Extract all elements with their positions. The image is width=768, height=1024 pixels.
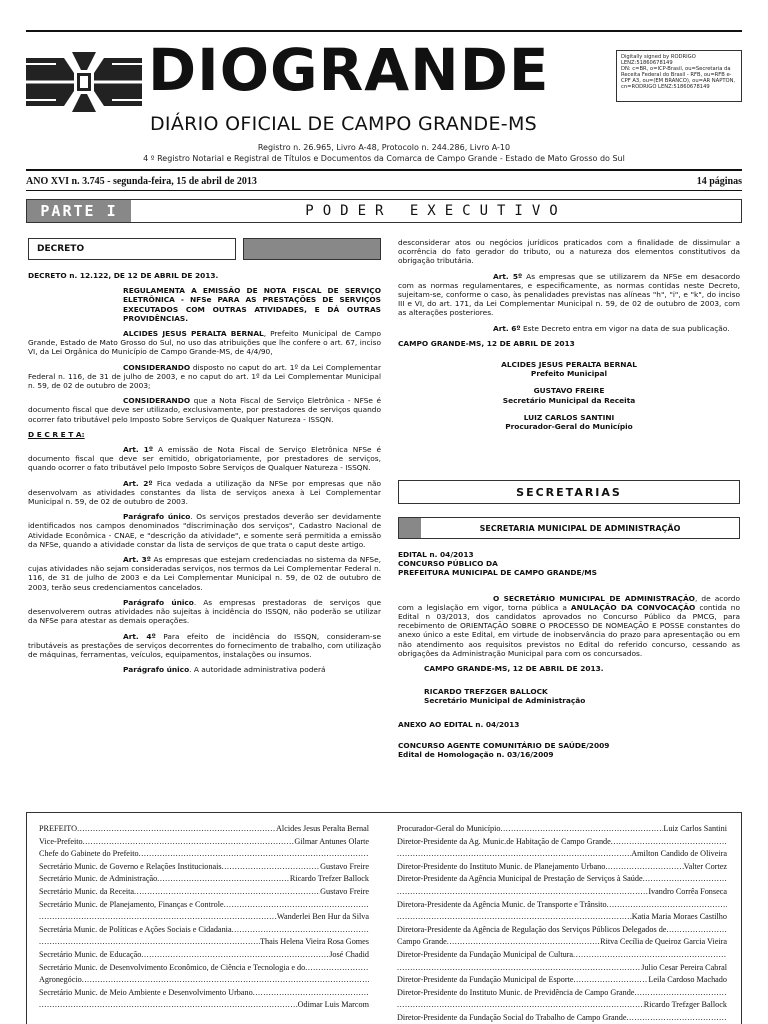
article: [398, 272, 740, 318]
place-date: CAMPO GRANDE-MS, 12 DE ABRIL DE 2013: [398, 338, 575, 348]
left-column: [28, 271, 381, 786]
leader-dots: [397, 999, 644, 1012]
officeholder-name: Amilton Candido de Oliveira: [631, 849, 727, 859]
office-title: Secretária Munic. de Políticas e Ações Sociais e Cidadania: [39, 924, 232, 934]
directory-entry: [397, 1012, 727, 1024]
directory-entry: [39, 848, 369, 861]
place-date: CAMPO GRANDE-MS, 12 DE ABRIL DE 2013.: [424, 664, 604, 674]
bold-lead: O SECRETÁRIO MUNICIPAL DE ADMINISTRAÇÃO: [493, 593, 695, 603]
bold-lead: Parágrafo único: [123, 665, 190, 675]
office-title: Secretário Munic. de Planejamento, Finanças e Controle: [39, 899, 224, 909]
office-title: Secretário Munic. da Receita: [39, 886, 135, 896]
signature-line: DN: c=BR, o=ICP-Brasil, ou=Secretaria da Receita Federal do Brasil - RFB, ou=RFB e-CPF A3, ou=(EM BRANCO), ou=AR NAPTON, cn=RODRIGO LENZ:51860678149: [621, 66, 736, 91]
directory-entry: [397, 848, 727, 861]
office-title: Diretor-Presidente do Instituto Munic. de Planejamento Urbano: [397, 861, 606, 871]
text: que a Nota Fiscal de Serviço Eletrônica - NFSe é documento fiscal que deve ser utilizado, exclusivamente, por prestadores de serviços quando ocorrer fato tributável pelo Imposto Sobre Serviços de Qualquer Natureza - ISSQN.: [28, 396, 381, 424]
paragraph: [28, 512, 381, 549]
office-title: Diretor-Presidente da Agência Municipal de Prestação de Serviços à Saúde: [397, 874, 643, 884]
decreta-label: D E C R E T A:: [28, 429, 85, 439]
directory-entry: [397, 999, 727, 1012]
officeholder-name: Katia Maria Moraes Castilho: [631, 912, 727, 922]
office-title: Diretora-Presidente da Agência Munic. de Transporte e Trânsito: [397, 899, 607, 909]
leader-dots: [574, 974, 649, 987]
directory-entry: [397, 949, 727, 962]
officeholder-name: Gilmar Antunes Olarte: [294, 836, 369, 846]
leader-dots: [224, 899, 369, 912]
leader-dots: [157, 873, 290, 886]
directory-entry: [39, 911, 369, 924]
directory-entry: [39, 936, 369, 949]
officeholder-name: Gustavo Freire: [320, 886, 369, 896]
signature-role: Prefeito Municipal: [530, 369, 608, 379]
authorities-directory: [26, 812, 742, 1024]
bold-lead: Parágrafo único: [123, 512, 191, 522]
directory-entry: [397, 836, 727, 849]
text: , de acordo com a legislação em vigor, torna pública a: [398, 593, 740, 612]
officeholder-name: Julio Cesar Pereira Cabral: [641, 962, 727, 972]
edital-title: PREFEITURA MUNICIPAL DE CAMPO GRANDE/MS: [398, 568, 597, 578]
decreto-ementa: REGULAMENTA A EMISSÃO DE NOTA FISCAL DE SERVIÇO ELETRÔNICA - NFSe PARA AS PRESTAÇÕES DE SERVIÇOS EXECUTADOS COM OUTRAS ATIVIDADES, E DÁ OUTRAS PROVIDÊNCIAS.: [123, 286, 381, 323]
secretarias-heading: SECRETARIAS: [398, 480, 740, 504]
leader-dots: [232, 924, 369, 937]
signature-name: GUSTAVO FREIRE: [533, 386, 605, 396]
leader-dots: [627, 1012, 728, 1024]
section-title: PODER EXECUTIVO: [305, 203, 567, 219]
semad-heading: [398, 517, 740, 539]
article-number: Art. 1º: [123, 445, 154, 455]
leader-dots: [397, 848, 631, 861]
leader-dots: [77, 823, 276, 836]
leader-dots: [83, 836, 295, 849]
directory-entry: [397, 886, 727, 899]
directory-entry: [397, 899, 727, 912]
text: disposto no caput do art. 1º da Lei Complementar Federal n. 116, de 31 de julho de 2003, e no caput do art. 1º da Lei Complementar Municipal n. 59, de 02 de outubro de 2003;: [28, 362, 381, 391]
paragraph: [28, 665, 381, 674]
concurso-title: CONCURSO AGENTE COMUNITÁRIO DE SAÚDE/2009: [398, 740, 610, 750]
signature-name: RICARDO TREFZGER BALLOCK: [424, 687, 548, 697]
article: [28, 445, 381, 473]
bold-lead: CONSIDERANDO: [123, 396, 191, 406]
leader-dots: [39, 999, 298, 1012]
officeholder-name: Ivandro Corrêa Fonseca: [648, 886, 727, 896]
office-title: Vice-Prefeito: [39, 836, 83, 846]
text: Fica vedada a utilização da NFSe por empresas que não desenvolvam as atividades constantes da lista de serviços anexa à Lei Complementar Municipal n. 59, de 02 de outubro de 2003.: [28, 478, 381, 507]
directory-entry: [397, 823, 727, 836]
leader-dots: [397, 886, 648, 899]
article-number: Art. 4º: [123, 631, 156, 641]
directory-entry: [39, 823, 369, 836]
paragraph: [28, 598, 381, 626]
directory-entry: [397, 861, 727, 874]
office-title: Diretor-Presidente da Ag. Munic.de Habitação de Campo Grande: [397, 836, 611, 846]
office-title: Agronegócio: [39, 975, 82, 985]
office-title: Secretário Munic. de Meio Ambiente e Desenvolvimento Urbano: [39, 987, 253, 997]
paragraph: [398, 594, 740, 658]
text: , Prefeito Municipal de Campo Grande, Estado de Mato Grosso do Sul, no uso das atribuições que lhe confere o art. 67, inciso VI, da Lei Orgânica do Município de Campo Grande-MS, de 4/4/90,: [28, 329, 381, 357]
signature-line: Digitally signed by RODRIGO LENZ:51860678149: [621, 54, 696, 67]
leader-dots: [605, 861, 683, 874]
leader-dots: [139, 848, 369, 861]
semad-label: SECRETARIA MUNICIPAL DE ADMINISTRAÇÃO: [479, 523, 681, 533]
edital-title: EDITAL n. 04/2013: [398, 550, 474, 559]
directory-entry: [39, 836, 369, 849]
leader-dots: [222, 861, 321, 874]
registro-line: Registro n. 26.965, Livro A-48, Protocolo n. 244.286, Livro A-10: [257, 143, 511, 152]
leader-dots: [305, 962, 369, 975]
directory-entry: [397, 936, 727, 949]
leader-dots: [607, 899, 727, 912]
directory-entry: [397, 962, 727, 975]
decreto-heading: DECRETO: [28, 238, 236, 260]
text: . A autoridade administrativa poderá: [189, 665, 326, 675]
officeholder-name: Ricardo Trefzger Ballock: [643, 1000, 727, 1010]
text: A emissão de Nota Fiscal de Serviço Eletrônica NFSe é documento fiscal que deve ser emitido, obrigatoriamente, por prestadores de serviços, quando ocorrer o fato tributável pelo Imposto Sobre Serviços de Qualquer Natureza - ISSQN.: [28, 445, 381, 473]
directory-right: [397, 823, 727, 1024]
officeholder-name: Valter Cortez: [683, 861, 727, 871]
office-title: PREFEITO: [39, 824, 78, 833]
directory-entry: [39, 949, 369, 962]
directory-entry: [39, 962, 369, 975]
leader-dots: [134, 886, 320, 899]
leader-dots: [501, 823, 664, 836]
text: Este Decreto entra em vigor na data de sua publicação.: [520, 323, 730, 333]
directory-entry: [397, 974, 727, 987]
directory-entry: [397, 873, 727, 886]
digital-signature-box: [616, 50, 742, 102]
leader-dots: [634, 987, 727, 1000]
paragraph: desconsiderar atos ou negócios jurídicos praticados com a finalidade de dissimular a ocorrência do fato gerador do tributo, ou a natureza dos elementos constitutivos da obrigação tributária.: [398, 238, 740, 266]
concurso-subtitle: Edital de Homologação n. 03/16/2009: [398, 750, 554, 760]
bold-lead: Parágrafo único: [123, 597, 194, 607]
office-title: Campo Grande: [397, 937, 447, 947]
directory-entry: [397, 911, 727, 924]
directory-left: [39, 823, 369, 1012]
decreto-title: DECRETO n. 12.122, DE 12 DE ABRIL DE 2013.: [28, 271, 219, 280]
officeholder-name: José Chadid: [329, 949, 369, 959]
edition-info: ANO XVI n. 3.745 - segunda-feira, 15 de abril de 2013: [26, 176, 257, 187]
page-count: 14 páginas: [696, 176, 742, 187]
signature-name: ALCIDES JESUS PERALTA BERNAL: [501, 360, 637, 370]
article-number: Art. 3º: [123, 555, 151, 565]
office-title: Diretor-Presidente da Fundação Municipal de Esporte: [397, 975, 574, 985]
leader-dots: [611, 836, 727, 849]
office-title: Secretário Munic. de Desenvolvimento Econômico, de Ciência e Tecnologia e do: [39, 962, 306, 972]
text: As empresas que se utilizarem da NFSe em desacordo com as normas regulamentares, e especificamente, as normas contidas neste Decreto, sujeitam-se, conforme o caso, às penalidades previstas nas alíneas "h", "i", e "k", do inciso III e VI, do art. 171, da Lei Complementar Municipal n. 59, de 02 de outubro de 2003, com as alterações posteriores.: [398, 271, 740, 318]
office-title: Secretário Munic. de Governo e Relações Institucionais: [39, 861, 222, 871]
leader-dots: [253, 987, 369, 1000]
directory-entry: [39, 899, 369, 912]
leader-dots: [397, 962, 641, 975]
officeholder-name: Alcides Jesus Peralta Bernal: [276, 824, 369, 833]
section-bar: [26, 199, 742, 223]
directory-entry: [39, 999, 369, 1012]
rule: [26, 190, 742, 191]
office-title: Chefe do Gabinete do Prefeito: [39, 849, 139, 859]
directory-entry: [39, 886, 369, 899]
leader-dots: [39, 911, 277, 924]
directory-entry: [39, 924, 369, 937]
directory-entry: [39, 974, 369, 987]
right-column-bottom: [398, 550, 740, 786]
office-title: Secretário Munic. de Educação: [39, 949, 142, 959]
officeholder-name: Gustavo Freire: [320, 861, 369, 871]
signature-role: Secretário Municipal de Administração: [424, 696, 586, 706]
officeholder-name: Leila Cardoso Machado: [648, 975, 727, 985]
article-number: Art. 6º: [493, 323, 521, 333]
text: . Os serviços prestados deverão ser devidamente identificados nos campos denominados "discriminação dos serviços", Cadastro Nacional de Atividade Econômica - CNAE, e "descrição da atividade", e somente será permitida a emissão da NFSe, quando a atividade constar da lista de serviços de que trata o caput deste artigo.: [28, 512, 381, 549]
office-title: Diretor-Presidente da Fundação Social do Trabalho de Campo Grande: [397, 1012, 627, 1022]
leader-dots: [82, 974, 369, 987]
text: contida no Edital n 03/2013, dos candidatos aprovados no Concurso Público da PMCG, para recebimento de ORIENTAÇÃO SOBRE O PROCESSO DE NOMEAÇÃO E POSSE constantes do anexo único a este Edital, em virtude de inobservância do prazo para apresentação ou em não atendimento aos requisitos previstos no Edital do referido concurso, cessando as obrigações da Administração Municipal para com os concursados.: [398, 602, 740, 658]
city-flag-icon: [26, 52, 142, 112]
top-rule: [26, 30, 742, 32]
directory-entry: [39, 873, 369, 886]
masthead-subtitle: DIÁRIO OFICIAL DE CAMPO GRANDE-MS: [150, 113, 538, 135]
directory-entry: [39, 987, 369, 1000]
text: As empresas que estejam credenciadas no sistema da NFSe, cujas atividades não sejam consideradas serviços, nos termos da Lei Complementar Federal n. 116, de 31 de julho de 2003 e da Lei Complementar Municipal n. 59, de 02 de outubro de 2003, terão seus credenciamentos cancelados.: [28, 555, 381, 592]
registro-line: 4 º Registro Notarial e Registral de Títulos e Documentos da Comarca de Campo Grande - Estado de Mato Grosso do Sul: [143, 154, 625, 163]
signature-role: Procurador-Geral do Município: [505, 422, 633, 432]
leader-dots: [573, 949, 727, 962]
signature-role: Secretário Municipal da Receita: [502, 395, 636, 405]
article: [398, 324, 740, 333]
officeholder-name: Odimar Luis Marcom: [297, 1000, 369, 1010]
bold-text: ANULAÇÃO DA CONVOCAÇÃO: [570, 602, 696, 612]
bold-lead: CONSIDERANDO: [123, 362, 191, 372]
paragraph: [28, 363, 381, 391]
officeholder-name: Luiz Carlos Santini: [663, 824, 727, 833]
office-title: Diretora-Presidente da Agência de Regulação dos Serviços Públicos Delegados de: [397, 924, 667, 934]
leader-dots: [397, 911, 632, 924]
article-number: Art. 2º: [123, 478, 153, 488]
rule: [26, 169, 742, 171]
officeholder-name: Thais Helena Vieira Rosa Gomes: [260, 937, 369, 947]
office-title: Secretário Munic. de Administração: [39, 874, 158, 884]
text: . As empresas prestadoras de serviços que desenvolverem outras atividades não sujeitas à incidência do ISSQN, não poderão se utilizar da NFSe para atestar as demais operações.: [28, 597, 381, 626]
leader-dots: [39, 936, 260, 949]
right-column-top: [398, 238, 740, 474]
leader-dots: [643, 873, 727, 886]
heading-shade: [243, 238, 381, 260]
directory-entry: [39, 861, 369, 874]
anexo-title: ANEXO AO EDITAL n. 04/2013: [398, 719, 520, 729]
officeholder-name: Wanderlei Ben Hur da Silva: [276, 912, 369, 922]
bold-lead: ALCIDES JESUS PERALTA BERNAL: [123, 329, 264, 339]
officeholder-name: Ricardo Trefzer Ballock: [289, 874, 369, 884]
office-title: Diretor-Presidente do Instituto Munic. de Previdência de Campo Grande: [397, 987, 635, 997]
leader-dots: [666, 924, 727, 937]
directory-entry: [397, 987, 727, 1000]
parte-label: PARTE I: [27, 200, 131, 222]
leader-dots: [141, 949, 329, 962]
office-title: Procurador-Geral do Município: [397, 824, 501, 833]
officeholder-name: Ritva Cecília de Queiroz Garcia Vieira: [600, 937, 727, 947]
article: [28, 555, 381, 592]
heading-shade: [399, 518, 421, 538]
masthead-title: DIOGRANDE: [148, 36, 550, 104]
article: [28, 479, 381, 507]
text: Para efeito de incidência do ISSQN, consideram-se tributáveis as prestações de serviços decorrentes do fornecimento de trabalho, com utilização de máquinas, ferramentas, veículos, equipamentos, instalações ou insumos.: [28, 631, 381, 659]
article-number: Art. 5º: [493, 271, 523, 281]
directory-entry: [397, 924, 727, 937]
article: [28, 632, 381, 660]
edital-title: CONCURSO PÚBLICO DA: [398, 559, 498, 569]
signature-name: LUIZ CARLOS SANTINI: [523, 412, 615, 422]
office-title: Diretor-Presidente da Fundação Municipal de Cultura: [397, 949, 574, 959]
leader-dots: [447, 936, 600, 949]
paragraph: [28, 396, 381, 424]
paragraph: [28, 329, 381, 357]
